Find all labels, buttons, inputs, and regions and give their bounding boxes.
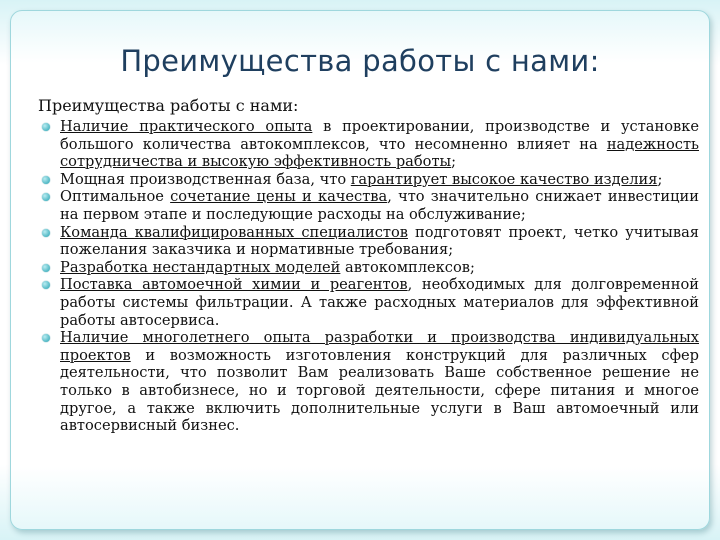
bullet-dot-icon (42, 334, 50, 342)
bullet-text: Мощная производственная база, что (60, 170, 351, 188)
bullet-text-underlined: Разработка нестандартных моделей (60, 258, 341, 276)
bullet-text: и возможность изготовления конструкций для различных сфер деятельности, что позволит Вам реализовать Ваше собственное решение не только в автобизнесе, но и торговой деятельности, сфере питания и многое другое, а также включить дополнительные услуги в Ваш автомоечный или автосервисный бизнес. (60, 346, 699, 435)
bullet-text: ; (657, 170, 663, 188)
bullet-dot-icon (42, 229, 50, 237)
bullet-text-underlined: Команда квалифицированных специалистов (60, 223, 408, 241)
bullet-text-underlined: Наличие многолетнего опыта разработки и производства индивидуальных проектов (60, 329, 699, 364)
bullet-item (42, 118, 699, 171)
bullet-text: , необходимых для долговременной работы системы фильтрации. А также расходных материалов для эффективной работы автосервиса. (60, 276, 700, 329)
bullet-text: автокомплексов; (340, 258, 475, 276)
bullet-text: Оптимальное (60, 188, 171, 206)
bullet-text-underlined: сочетание цены и качества (170, 188, 388, 206)
bullet-text: подготовят проект, четко учитывая пожелания заказчика и нормативные требования; (60, 223, 699, 259)
bullet-text-underlined: гарантирует высокое качество изделия (350, 170, 658, 188)
bullet-dot-icon (42, 123, 50, 131)
bullet-list (42, 118, 699, 435)
bullet-item (42, 259, 699, 277)
bullet-text-underlined: Наличие практического опыта (60, 118, 313, 135)
bullet-dot-icon (42, 176, 50, 184)
slide-subtitle: Преимущества работы с нами: (38, 96, 299, 115)
bullet-dot-icon (42, 281, 50, 289)
bullet-item (42, 171, 699, 189)
bullet-text: , что значительно снижает инвестиции на первом этапе и последующие расходы на обслуживание; (60, 188, 699, 223)
bullet-dot-icon (42, 264, 50, 272)
bullet-text: в проектировании, производстве и установке большого количества автокомплексов, что несомненно влияет на (60, 118, 699, 153)
bullet-item (42, 188, 699, 223)
bullet-item (42, 224, 699, 259)
bullet-item (42, 276, 699, 329)
bullet-dot-icon (42, 193, 50, 201)
bullet-item (42, 329, 699, 435)
bullet-text-underlined: надежность сотрудничества и высокую эффективность работы (60, 135, 699, 171)
bullet-text-underlined: Поставка автомоечной химии и реагентов (60, 276, 408, 294)
bullet-text: ; (451, 153, 457, 171)
slide-title: Преимущества работы с нами: (120, 44, 600, 78)
